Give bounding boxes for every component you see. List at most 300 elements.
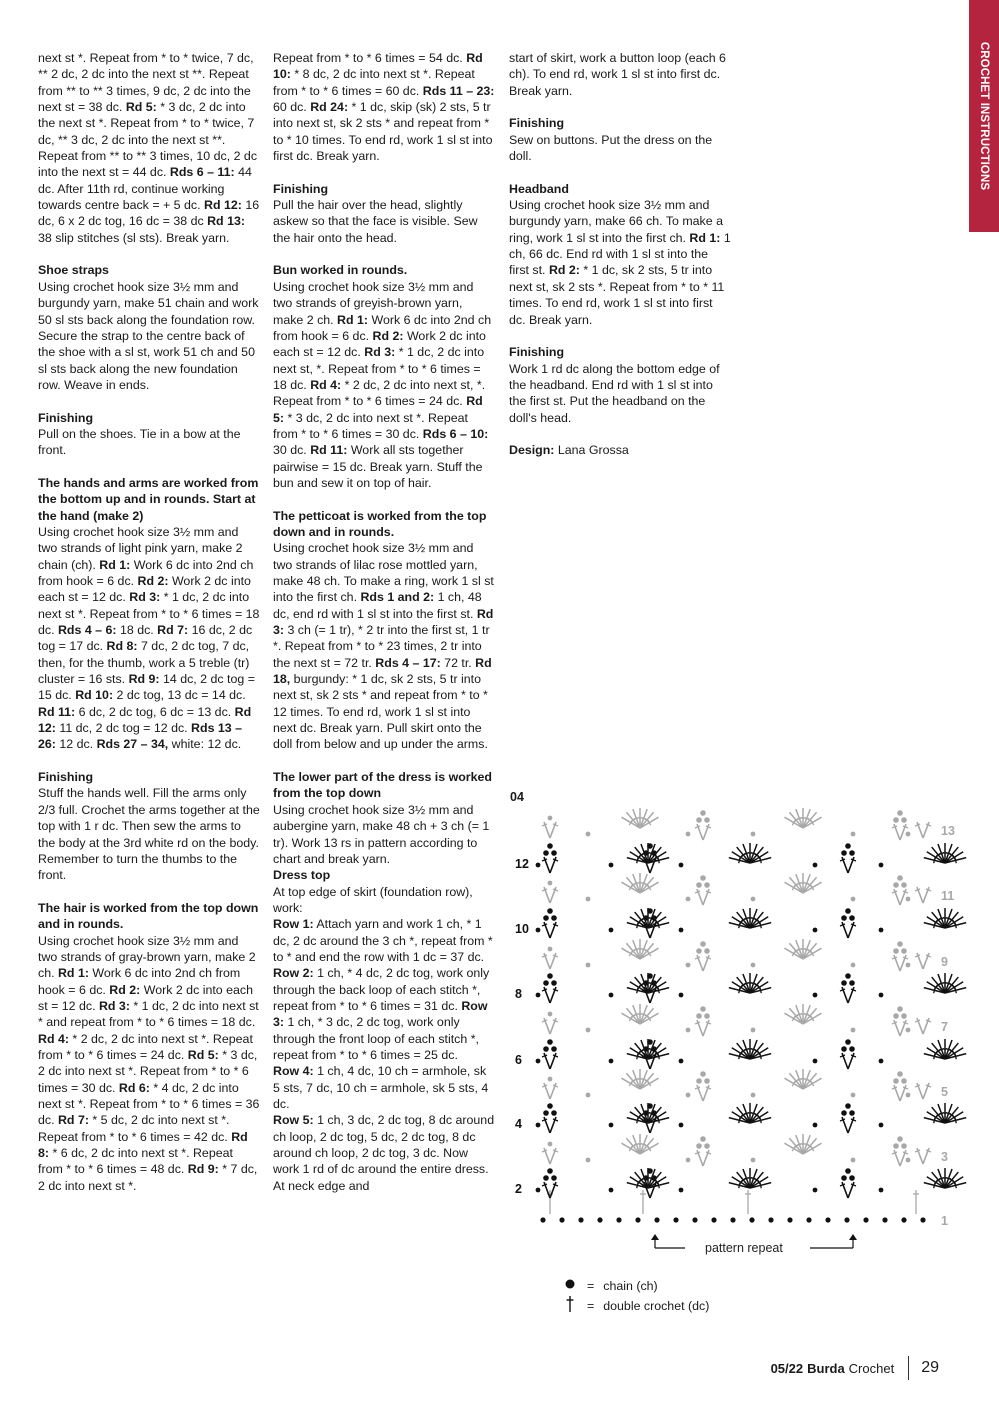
dc-symbol-icon [560,1295,580,1318]
dc-symbol-bar [695,1152,700,1154]
text-column-1 [38,50,260,1194]
dc-symbol-bar [926,955,931,957]
chain-symbol [635,1217,640,1222]
dc-symbol-bar [926,824,931,826]
chain-symbol [849,1110,855,1116]
chain-symbol [609,1059,614,1064]
chain-symbol [651,1046,657,1052]
chain-symbol [547,1103,553,1109]
page-number: 29 [921,1359,939,1376]
dc-symbol-bar [926,1085,931,1087]
dc-symbol-bar [915,955,920,957]
section-heading: Shoe straps [38,263,109,278]
row-number-right: 5 [941,1085,948,1099]
chain-symbol [679,993,684,998]
chain-symbol [543,1175,549,1181]
chain-symbol [901,1013,907,1019]
repeat-arrowhead-left [651,1234,659,1240]
tr-symbol-bar [955,1053,956,1059]
chain-symbol [586,1158,591,1163]
instruction-paragraph: Row 2: 1 ch, * 4 dc, 2 dc tog, work only through the back loop of each stitch *, repeat from * to * 6 times = 31 dc. Row 3: 1 ch, * 3 dc, 2 dc tog, work only through the front loop of each stitch *, repeat from * to * 6 times = 25 dc. [273,966,490,1062]
chain-symbol [548,881,553,886]
paragraph-gap [509,99,731,115]
dc-symbol-bar [851,1184,856,1186]
chain-symbol [879,993,884,998]
chain-symbol [696,1078,702,1084]
dc-symbol-bar [840,1055,845,1057]
chain-symbol [879,1059,884,1064]
dc-symbol-bar [892,826,897,828]
instruction-paragraph: Repeat from * to * 6 times = 54 dc. Rd 10: * 8 dc, 2 dc into next st *. Repeat from * to * 6 times = 60 dc. Rds 11 – 23: 60 dc. Rd 24: * 1 dc, skip (sk) 2 sts, 5 tr into next st, sk 2 sts * and repeat from * to * 10 times. To end rd, work 1 sl st into first dc. Break yarn. [273,51,495,164]
legend-chain [560,1278,709,1295]
chain-symbol [548,816,553,821]
chain-symbol [586,832,591,837]
chain-symbol [893,1013,899,1019]
chain-symbol [751,1028,756,1033]
chain-symbol [751,1093,756,1098]
chain-symbol [879,928,884,933]
dc-symbol-bar [553,889,558,891]
chain-symbol [547,1039,553,1045]
section-heading: Finishing [38,410,94,425]
dc-symbol-bar [840,989,845,991]
section-tab-label: CROCHET INSTRUCTIONS [978,41,990,191]
dc-symbol-bar [553,1020,558,1022]
chain-symbol [547,973,553,979]
chain-symbol [548,947,553,952]
chain-symbol [700,941,706,947]
chain-symbol [851,1028,856,1033]
dc-symbol-bar [903,1152,908,1154]
chain-symbol [586,897,591,902]
instruction-paragraph: Row 4: 1 ch, 4 dc, 10 ch = armhole, sk 5 sts, 7 dc, 10 ch = armhole, sk 5 sts, 4 dc. [273,1064,489,1111]
instruction-paragraph: Pull the hair over the head, slightly askew so that the face is visible. Sew the hair onto the head. [273,198,478,245]
page-footer [771,1356,939,1380]
chain-symbol [686,1028,691,1033]
chain-symbol [841,1046,847,1052]
paragraph-gap [273,491,495,507]
dc-symbol-bar [542,989,547,991]
chain-symbol [897,1071,903,1077]
chart-legend [560,1278,709,1318]
chain-symbol [548,1012,553,1017]
dc-symbol-bar [653,1119,658,1121]
dc-symbol-bar [553,824,558,826]
chain-symbol [551,1046,557,1052]
instruction-paragraph: next st *. Repeat from * to * twice, 7 dc, ** 2 dc, 2 dc into the next st **. Repeat from ** to ** 3 times, 9 dc, 2 dc into the next st = 38 dc. Rd 5: * 3 dc, 2 dc into the next st *. Repeat from * to * twice, 7 dc, ** 3 dc, 2 dc into the next st **. Repeat from ** to ** 3 times, 10 dc, 2 dc into the next st = 44 dc. Rds 6 – 11: 44 dc. After 11th rd, continue working towards centre back = + 5 dc. Rd 12: 16 dc, 6 x 2 dc tog, 16 dc = 38 dc Rd 13: 38 slip stitches (sl sts). Break yarn. [38,51,260,245]
chain-symbol [609,863,614,868]
dc-symbol-bar [553,989,558,991]
dc-symbol-bar [553,1085,558,1087]
chain-symbol [696,948,702,954]
chain-symbol [647,1168,653,1174]
chain-symbol-icon [560,1278,580,1295]
chain-symbol [651,1175,657,1181]
section-heading: The hands and arms are worked from the bottom up and in rounds. Start at the hand (make 2) [38,475,259,523]
paragraph-gap [38,393,260,409]
chain-symbol [647,973,653,979]
dc-symbol-bar [695,826,700,828]
chain-symbol [543,980,549,986]
paragraph-gap [273,246,495,262]
dc-symbol-bar [542,1085,547,1087]
chain-symbol [901,817,907,823]
chain-symbol [893,1143,899,1149]
chain-symbol [692,1217,697,1222]
chain-symbol [806,1217,811,1222]
dc-symbol-bar [553,955,558,957]
paragraph-gap [38,246,260,262]
legend-equals: = [587,1279,595,1293]
chain-symbol [711,1217,716,1222]
dc-symbol-bar [706,1087,711,1089]
chain-symbol [609,1188,614,1193]
footer-divider [908,1356,909,1380]
dc-symbol-bar [851,1055,856,1057]
dc-symbol-bar [553,1184,558,1186]
dc-symbol-bar [926,1020,931,1022]
chain-symbol [906,963,911,968]
dc-symbol-bar [542,1020,547,1022]
dc-symbol-bar [542,1119,547,1121]
chain-symbol [543,1046,549,1052]
dc-symbol-bar [851,989,856,991]
dc-symbol-bar [903,1087,908,1089]
chain-symbol [751,1158,756,1163]
dc-symbol-bar [653,859,658,861]
chain-symbol [686,1158,691,1163]
chain-symbol [704,948,710,954]
row-number-right: 13 [941,824,955,838]
chain-symbol [879,1188,884,1193]
dc-symbol-bar [915,1085,920,1087]
chain-symbol [825,1217,830,1222]
instruction-paragraph: Design: Lana Grossa [509,443,629,458]
chain-symbol [551,1175,557,1181]
dc-symbol-bar [553,924,558,926]
chain-symbol [643,915,649,921]
chain-symbol [586,1028,591,1033]
row-number-left: 12 [515,857,529,871]
chain-symbol [536,1123,541,1128]
chain-symbol [851,832,856,837]
section-heading: Headband [509,181,569,196]
dc-symbol-bar [553,1119,558,1121]
dc-symbol-bar [892,1152,897,1154]
section-heading: Finishing [509,116,565,131]
instruction-paragraph: Pull on the shoes. Tie in a bow at the front. [38,426,241,458]
dc-symbol-bar [851,924,856,926]
row-number-right: 7 [941,1020,948,1034]
instruction-paragraph: Using crochet hook size 3½ mm and burgundy yarn, make 66 ch. To make a ring, work 1 sl st into the first ch. Rd 1: 1 ch, 66 dc. End rd with 1 sl st into the first st. Rd 2: * 1 dc, sk 2 sts, 5 tr into next st, sk 2 sts *. Repeat from * to * 11 times. To end rd, work 1 sl st into first dc. Break yarn. [509,198,731,327]
instruction-paragraph: Using crochet hook size 3½ mm and two strands of greyish-brown yarn, make 2 ch. Rd 1: Work 6 dc into 2nd ch from hook = 6 dc. Rd 2: Work 2 dc into each st = 12 dc. Rd 3: * 1 dc, 2 dc into next st, *. Repeat from * to * 6 times = 18 dc. Rd 4: * 2 dc, 2 dc into next st, *. Repeat from * to * 6 times = 24 dc. Rd 5: * 3 dc, 2 dc into next st *. Repeat from * to * 6 times = 30 dc. Rds 6 – 10: 30 dc. Rd 11: Work all sts together pairwise = 15 dc. Break yarn. Stuff the bun and sew it on top of hair. [273,279,492,490]
dc-symbol-bar [840,1119,845,1121]
chain-symbol [845,843,851,849]
chain-symbol [897,1006,903,1012]
chain-symbol [893,948,899,954]
chain-symbol [547,843,553,849]
chain-symbol [751,963,756,968]
chain-symbol [813,863,818,868]
chain-symbol [686,897,691,902]
row-number-left: 8 [515,987,522,1001]
chain-symbol [751,832,756,837]
chain-symbol [616,1217,621,1222]
chain-symbol [548,1077,553,1082]
dc-symbol-bar [542,824,547,826]
chain-symbol [851,963,856,968]
chain-symbol [841,1110,847,1116]
dc-symbol-bar [840,924,845,926]
instruction-paragraph: Using crochet hook size 3½ mm and burgundy yarn, make 51 chain and work 50 sl sts back along the foundation row. Secure the strap to the centre back of the shoe with a sl st, work 51 ch and 50 sl sts back along the new foundation row. Weave in ends. [38,279,259,392]
chain-symbol [686,963,691,968]
chain-symbol [536,863,541,868]
instruction-paragraph: Work 1 rd dc along the bottom edge of the headband. End rd with 1 sl st into the first st. Put the headband on the doll's head. [509,361,720,425]
crochet-chart [505,800,975,1265]
chain-symbol [704,882,710,888]
chain-symbol [901,948,907,954]
dc-symbol-bar [840,1184,845,1186]
chain-symbol [897,1136,903,1142]
issue-number: 05/22 [770,1360,804,1376]
chain-symbol [845,973,851,979]
dc-symbol-bar [542,1055,547,1057]
chain-symbol [813,1123,818,1128]
row-number-right: 9 [941,955,948,969]
chain-symbol [643,850,649,856]
chain-symbol [643,1175,649,1181]
tr-symbol-bar [760,922,761,928]
row-number-left: 6 [515,1053,522,1067]
section-heading: Finishing [509,345,565,360]
legend-dc-label: double crochet (dc) [603,1299,710,1313]
chain-symbol [879,1123,884,1128]
chain-symbol [586,963,591,968]
dc-symbol-bar [915,1150,920,1152]
dc-symbol-bar [892,891,897,893]
row-number-left: 2 [515,1182,522,1196]
tr-symbol-bar [955,857,956,863]
chain-symbol [906,1093,911,1098]
chain-symbol [696,1013,702,1019]
chain-symbol [536,928,541,933]
chain-symbol [749,1217,754,1222]
paragraph-gap [38,884,260,900]
chain-symbol [654,1217,659,1222]
dc-symbol-bar [892,1022,897,1024]
dc-symbol-bar [553,1055,558,1057]
chain-symbol [686,1093,691,1098]
chain-symbol [551,980,557,986]
dc-symbol-bar [903,891,908,893]
chain-symbol [679,1188,684,1193]
chain-symbol [901,1078,907,1084]
section-heading: Dress top [273,868,331,883]
legend-dc [560,1295,709,1318]
chain-symbol [609,1123,614,1128]
chain-symbol [851,1093,856,1098]
chain-symbol [863,1217,868,1222]
brand-name: Burda [807,1360,845,1376]
chain-symbol [679,1123,684,1128]
dc-symbol-bar [553,1150,558,1152]
chain-symbol [548,1142,553,1147]
chain-symbol [901,1217,906,1222]
chain-symbol [901,1143,907,1149]
dc-symbol-bar [706,957,711,959]
chain-symbol [849,915,855,921]
instruction-paragraph: Using crochet hook size 3½ mm and two strands of lilac rose mottled yarn, make 48 ch. To make a ring, work 1 sl st into the first ch. Rds 1 and 2: 1 ch, 48 dc, end rd with 1 sl st into the first st. Rd 3: 3 ch (= 1 tr), * 2 tr into the first st, 1 tr *. Repeat from * to * 23 times, 2 tr into the next st = 72 tr. Rds 4 – 17: 72 tr. Rd 18, burgundy: * 1 dc, sk 2 sts, 5 tr into next st, sk 2 sts * and repeat from * to * 12 times. To end rd, work 1 sl st into next dc. Break yarn. Pull skirt onto the doll from below and up under the arms. [273,541,494,752]
chain-symbol [547,1168,553,1174]
text-column-2 [273,50,495,1194]
chain-symbol [643,1046,649,1052]
chain-symbol [651,980,657,986]
dc-symbol-bar [915,1020,920,1022]
tr-symbol-bar [955,922,956,928]
dc-symbol-bar [653,1055,658,1057]
chain-symbol [813,993,818,998]
chain-symbol [851,1158,856,1163]
chain-symbol [704,1013,710,1019]
chain-symbol [647,1103,653,1109]
dc-symbol-bar [915,889,920,891]
chain-symbol [551,1110,557,1116]
row-number-right: 3 [941,1150,948,1164]
tr-symbol-bar [760,1182,761,1188]
chain-symbol [751,897,756,902]
instruction-paragraph: start of skirt, work a button loop (each 6 ch). To end rd, work 1 sl st into first dc. Break yarn. [509,51,726,98]
instruction-paragraph: Stuff the hands well. Fill the arms only 2/3 full. Crochet the arms together at the top with 1 r dc. Then sew the arms to the body at the 3rd white rd on the body. Remember to turn the thumbs to the front. [38,786,260,883]
dc-symbol-bar [542,1150,547,1152]
chain-symbol [841,915,847,921]
dc-symbol-bar [542,955,547,957]
section-heading: The hair is worked from the top down and in rounds. [38,900,259,932]
dc-symbol-bar [903,826,908,828]
chain-symbol [543,850,549,856]
chain-symbol [920,1217,925,1222]
dc-symbol-bar [695,891,700,893]
chain-symbol [845,908,851,914]
chain-symbol [679,863,684,868]
chain-symbol [543,1110,549,1116]
chain-symbol [700,810,706,816]
chain-symbol [651,850,657,856]
chain-symbol [673,1217,678,1222]
dc-symbol-bar [851,1119,856,1121]
chain-symbol [845,1039,851,1045]
tr-symbol-bar [760,857,761,863]
chain-symbol [844,1217,849,1222]
chain-symbol [845,1103,851,1109]
chain-symbol [906,832,911,837]
chain-symbol [845,1168,851,1174]
chain-symbol [696,817,702,823]
chain-symbol [906,1158,911,1163]
dc-symbol-bar [653,924,658,926]
chain-symbol [643,1110,649,1116]
dc-symbol-bar [553,859,558,861]
chain-symbol [643,980,649,986]
tr-symbol-bar [955,1182,956,1188]
chain-symbol [578,1217,583,1222]
section-heading: The petticoat is worked from the top down and in rounds. [273,508,487,539]
instruction-paragraph: Sew on buttons. Put the dress on the doll. [509,132,713,164]
chain-symbol [536,1059,541,1064]
dc-symbol-bar [706,891,711,893]
chain-symbol [906,1028,911,1033]
chain-symbol [841,850,847,856]
dc-symbol-bar [695,1022,700,1024]
chain-symbol [849,1175,855,1181]
chain-symbol [813,1059,818,1064]
instruction-paragraph: Using crochet hook size 3½ mm and two strands of light pink yarn, make 2 chain (ch). Rd 1: Work 6 dc into 2nd ch from hook = 6 dc. Rd 2: Work 2 dc into each st = 12 dc. Rd 3: * 1 dc, 2 dc into next st *. Repeat from * to * 6 times = 18 dc. Rds 4 – 6: 18 dc. Rd 7: 16 dc, 2 dc tog = 17 dc. Rd 8: 7 dc, 2 dc tog, 7 dc, then, for the thumb, work a 5 treble (tr) cluster = 16 sts. Rd 9: 14 dc, 2 dc tog = 15 dc. Rd 10: 2 dc tog, 13 dc = 14 dc. Rd 11: 6 dc, 2 dc tog, 6 dc = 13 dc. Rd 12: 11 dc, 2 dc tog = 12 dc. Rds 13 – 26: 12 dc. Rds 27 – 34, white: 12 dc. [38,524,260,752]
tr-symbol-bar [955,1117,956,1123]
chain-symbol [679,928,684,933]
tr-symbol-bar [760,987,761,993]
chain-symbol [730,1217,735,1222]
dc-symbol-bar [892,957,897,959]
chain-symbol [704,1143,710,1149]
chain-symbol [704,1078,710,1084]
chain-symbol [586,1093,591,1098]
chain-symbol [897,810,903,816]
chain-symbol [700,1136,706,1142]
legend-equals: = [587,1299,595,1313]
row-number-right: 11 [941,889,955,903]
chain-symbol [551,850,557,856]
chain-symbol [849,1046,855,1052]
row-number-left: 10 [515,922,529,936]
tr-symbol-bar [760,1053,761,1059]
pattern-repeat-label: pattern repeat [705,1241,783,1255]
chain-symbol [897,875,903,881]
chart-label: 04 [510,790,524,804]
chain-symbol [696,1143,702,1149]
dc-symbol-bar [542,889,547,891]
section-heading: The lower part of the dress is worked from the top down [273,770,492,801]
chain-symbol [536,1188,541,1193]
legend-chain-label: chain (ch) [603,1279,658,1293]
chain-symbol [893,882,899,888]
chain-symbol [609,993,614,998]
chain-symbol [547,908,553,914]
chain-symbol [768,1217,773,1222]
section-heading: Bun worked in rounds. [273,263,408,278]
dc-symbol-bar [542,859,547,861]
row-number-left: 4 [515,1117,522,1131]
chain-symbol [893,817,899,823]
dc-symbol-bar [926,1150,931,1152]
chain-symbol [882,1217,887,1222]
chain-symbol [609,928,614,933]
chain-symbol [851,897,856,902]
chain-symbol [647,1039,653,1045]
chain-symbol [696,882,702,888]
section-name: Crochet [848,1360,895,1376]
section-heading: Finishing [38,770,94,785]
chain-symbol [686,832,691,837]
paragraph-gap [38,753,260,769]
chain-symbol [597,1217,602,1222]
chain-symbol [906,897,911,902]
dc-symbol-bar [903,957,908,959]
chain-symbol [813,1188,818,1193]
chain-symbol [559,1217,564,1222]
chain-symbol [849,850,855,856]
chain-symbol [787,1217,792,1222]
chain-symbol [551,915,557,921]
dc-symbol-bar [706,1022,711,1024]
